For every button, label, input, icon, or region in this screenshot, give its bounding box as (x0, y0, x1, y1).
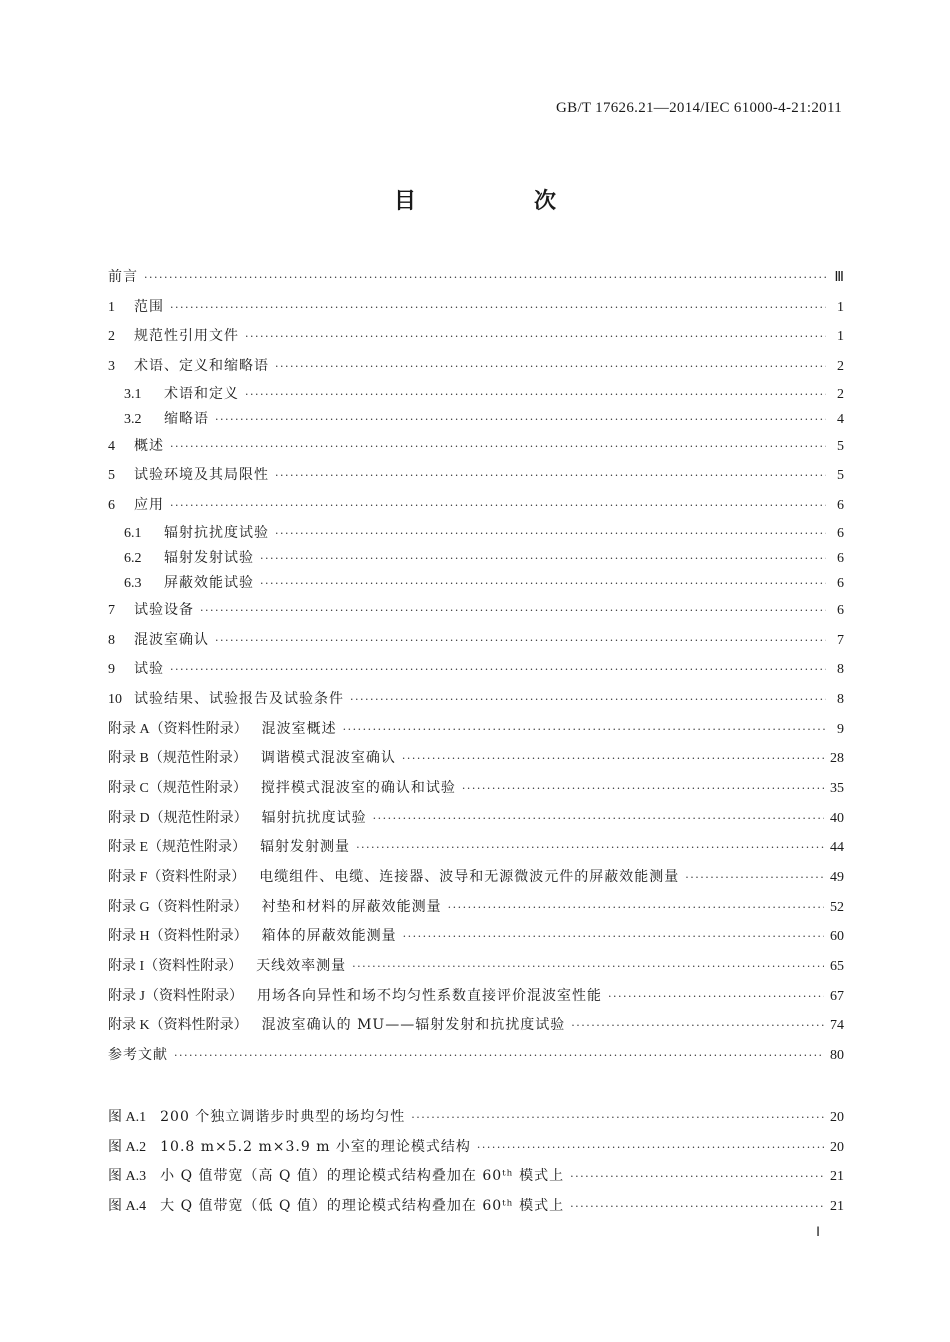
toc-entry-page: 8 (837, 662, 844, 678)
dot-leader (608, 982, 824, 1012)
toc-entry[interactable] (108, 685, 844, 715)
toc-entry-number: 图 A.2 (108, 1139, 147, 1155)
dot-leader (571, 1011, 824, 1041)
table-of-contents (108, 263, 844, 1071)
toc-entry-title: 术语、定义和缩略语 (134, 358, 269, 375)
dot-leader (275, 521, 826, 546)
toc-entry-number: 3.1 (124, 386, 142, 402)
dot-leader (170, 293, 826, 323)
toc-entry-title: 试验设备 (134, 601, 194, 618)
toc-entry-number: 附录 E（规范性附录） (108, 840, 247, 856)
toc-entry-page: 1 (837, 299, 844, 315)
toc-entry[interactable] (108, 352, 844, 382)
toc-entry-number: 6.2 (124, 550, 142, 566)
dot-leader (343, 715, 826, 745)
dot-leader (215, 626, 826, 656)
toc-entry-title: 辐射发射测量 (260, 839, 351, 856)
toc-entry-number: 3.2 (124, 411, 142, 427)
toc-entry-title: 试验 (134, 661, 164, 678)
toc-entry-title: 小 Q 值带宽（高 Q 值）的理论模式结构叠加在 60ᵗʰ 模式上 (160, 1168, 565, 1185)
toc-entry[interactable] (108, 407, 844, 432)
toc-entry-number: 5 (108, 468, 115, 484)
toc-entry-page: 21 (830, 1169, 844, 1185)
dot-leader (356, 833, 824, 863)
toc-entry-number: 4 (108, 438, 115, 454)
page-number: Ⅰ (816, 1224, 820, 1239)
toc-entry[interactable] (108, 922, 844, 952)
toc-entry-number: 附录 F（资料性附录） (108, 870, 246, 885)
toc-entry[interactable] (108, 491, 844, 521)
toc-entry-page: 9 (837, 721, 844, 737)
toc-entry[interactable] (108, 1162, 844, 1192)
toc-entry-number: 图 A.1 (108, 1110, 147, 1125)
toc-entry-title: 辐射抗扰度试验 (261, 809, 367, 826)
toc-entry-number: 图 A.3 (108, 1169, 147, 1185)
toc-entry-page: 4 (837, 411, 844, 427)
toc-entry-number: 附录 I（资料性附录） (108, 959, 243, 975)
dot-leader (570, 1192, 824, 1222)
toc-entry[interactable] (108, 655, 844, 685)
toc-entry-page: 2 (837, 359, 844, 375)
toc-entry-title: 辐射发射试验 (164, 549, 254, 566)
list-of-figures (108, 1103, 844, 1221)
toc-entry-page: 49 (830, 870, 844, 885)
toc-entry-title: 参考文献 (108, 1047, 168, 1064)
toc-entry-page: 20 (830, 1110, 844, 1125)
toc-entry-number: 9 (108, 662, 115, 678)
toc-entry-number: 附录 K（资料性附录） (108, 1018, 248, 1034)
toc-entry-title: 混波室确认的 MU——辐射发射和抗扰度试验 (261, 1017, 566, 1034)
toc-entry[interactable] (108, 774, 844, 804)
dot-leader (350, 685, 826, 715)
page-title: 目 次 (393, 189, 604, 214)
toc-entry-title: 电缆组件、电缆、连接器、波导和无源微波元件的屏蔽效能测量 (259, 869, 680, 885)
toc-entry-title: 用场各向异性和场不均匀性系数直接评价混波室性能 (256, 987, 602, 1004)
toc-entry[interactable] (108, 744, 844, 774)
dot-leader (570, 1162, 824, 1192)
dot-leader (402, 744, 824, 774)
toc-entry-number: 附录 G（资料性附录） (108, 899, 248, 915)
dot-leader (215, 407, 826, 432)
toc-entry-title: 辐射抗扰度试验 (164, 524, 269, 541)
dot-leader (411, 1103, 824, 1133)
dot-leader (477, 1133, 824, 1163)
toc-entry-number: 2 (108, 329, 115, 345)
toc-entry-title: 大 Q 值带宽（低 Q 值）的理论模式结构叠加在 60ᵗʰ 模式上 (160, 1197, 565, 1214)
dot-leader (373, 804, 824, 834)
toc-entry-page: 67 (830, 988, 844, 1004)
toc-entry-number: 附录 H（资料性附录） (108, 929, 248, 945)
toc-entry-number: 6.1 (124, 525, 142, 541)
toc-entry[interactable] (108, 952, 844, 982)
dot-leader (170, 491, 826, 521)
toc-entry-title: 10.8 m×5.2 m×3.9 m 小室的理论模式结构 (160, 1138, 471, 1155)
toc-entry-page: 40 (830, 810, 844, 826)
toc-entry-page: 6 (837, 525, 844, 541)
toc-entry[interactable] (108, 1133, 844, 1163)
toc-entry-page: 6 (837, 550, 844, 566)
dot-leader (462, 774, 824, 804)
toc-entry[interactable] (108, 833, 844, 863)
standard-identifier: GB/T 17626.21—2014/IEC 61000-4-21:2011 (556, 100, 842, 116)
toc-entry-page: 1 (837, 329, 844, 345)
toc-entry-page: 60 (830, 929, 844, 945)
toc-entry-number: 附录 B（规范性附录） (108, 751, 247, 767)
toc-entry-page: 74 (830, 1018, 844, 1034)
toc-entry[interactable] (108, 1192, 844, 1222)
dot-leader (275, 352, 826, 382)
toc-entry-title: 混波室确认 (134, 631, 209, 648)
toc-entry-page: 5 (837, 468, 844, 484)
toc-entry-page: 35 (830, 780, 844, 796)
toc-entry-number: 8 (108, 632, 115, 648)
toc-entry-number: 附录 A（资料性附录） (108, 721, 248, 737)
toc-entry[interactable] (108, 596, 844, 626)
toc-entry[interactable] (108, 1041, 844, 1071)
dot-leader (144, 263, 826, 293)
toc-entry-title: 缩略语 (164, 410, 209, 427)
toc-entry-page: 20 (830, 1139, 844, 1155)
toc-entry-title: 调谐模式混波室确认 (260, 750, 396, 767)
toc-entry-title: 概述 (134, 437, 164, 454)
toc-entry-title: 试验环境及其局限性 (134, 467, 269, 484)
dot-leader (403, 922, 824, 952)
toc-entry-title: 应用 (134, 497, 164, 514)
toc-entry-title: 天线效率测量 (256, 958, 347, 975)
toc-entry-title: 衬垫和材料的屏蔽效能测量 (261, 898, 442, 915)
toc-entry-number: 图 A.4 (108, 1198, 147, 1214)
toc-entry-page: Ⅲ (834, 270, 844, 285)
toc-entry[interactable] (108, 626, 844, 656)
toc-entry[interactable] (108, 293, 844, 323)
toc-entry-number: 6 (108, 498, 115, 514)
toc-entry-number: 附录 J（资料性附录） (108, 988, 243, 1004)
toc-entry-page: 8 (837, 691, 844, 707)
toc-entry[interactable] (108, 322, 844, 352)
dot-leader (170, 655, 826, 685)
toc-entry-number: 附录 C（规范性附录） (108, 780, 247, 796)
toc-entry-title: 试验结果、试验报告及试验条件 (134, 690, 344, 707)
toc-entry-page: 7 (837, 632, 844, 648)
toc-entry[interactable] (108, 521, 844, 546)
toc-entry[interactable] (108, 715, 844, 745)
dot-leader (260, 546, 826, 571)
toc-entry-number: 6.3 (124, 575, 142, 591)
toc-entry-page: 6 (837, 575, 844, 591)
toc-entry-page: 80 (830, 1048, 844, 1064)
toc-entry-page: 52 (830, 899, 844, 915)
toc-entry[interactable] (108, 863, 844, 893)
dot-leader (200, 596, 826, 626)
toc-entry[interactable] (108, 1011, 844, 1041)
toc-entry-page: 5 (837, 438, 844, 454)
dot-leader (245, 322, 826, 352)
toc-entry-page: 65 (830, 959, 844, 975)
toc-entry-page: 6 (837, 602, 844, 618)
toc-entry[interactable] (108, 461, 844, 491)
toc-entry-title: 搅拌模式混波室的确认和试验 (260, 779, 456, 796)
dot-leader (174, 1041, 824, 1071)
toc-entry-page: 28 (830, 751, 844, 767)
toc-entry[interactable] (108, 982, 844, 1012)
toc-entry-page: 21 (830, 1198, 844, 1214)
toc-entry[interactable] (108, 263, 844, 293)
toc-entry[interactable] (108, 382, 844, 407)
dot-leader (245, 382, 826, 407)
toc-entry[interactable] (108, 1103, 844, 1133)
dot-leader (352, 952, 824, 982)
toc-entry-page: 6 (837, 498, 844, 514)
toc-entry[interactable] (108, 546, 844, 571)
toc-entry-number: 附录 D（规范性附录） (108, 810, 248, 826)
dot-leader (260, 571, 826, 596)
toc-entry-number: 1 (108, 299, 115, 315)
toc-entry-page: 44 (830, 840, 844, 856)
toc-entry-title: 200 个独立调谐步时典型的场均匀性 (160, 1109, 406, 1125)
toc-entry-title: 前言 (108, 269, 138, 285)
toc-entry-page: 2 (837, 386, 844, 402)
toc-entry-title: 范围 (134, 298, 164, 315)
toc-entry-number: 3 (108, 359, 115, 375)
toc-entry[interactable] (108, 571, 844, 596)
toc-entry-number: 10 (108, 691, 122, 707)
toc-entry[interactable] (108, 432, 844, 462)
toc-entry-title: 混波室概述 (261, 720, 337, 737)
toc-entry[interactable] (108, 804, 844, 834)
toc-entry-title: 箱体的屏蔽效能测量 (261, 928, 397, 945)
dot-leader (685, 863, 824, 893)
toc-entry-title: 术语和定义 (164, 385, 239, 402)
dot-leader (448, 893, 824, 923)
toc-entry[interactable] (108, 893, 844, 923)
toc-entry-number: 7 (108, 602, 115, 618)
toc-entry-title: 屏蔽效能试验 (164, 574, 254, 591)
dot-leader (275, 461, 826, 491)
dot-leader (170, 432, 826, 462)
toc-entry-title: 规范性引用文件 (134, 328, 239, 345)
